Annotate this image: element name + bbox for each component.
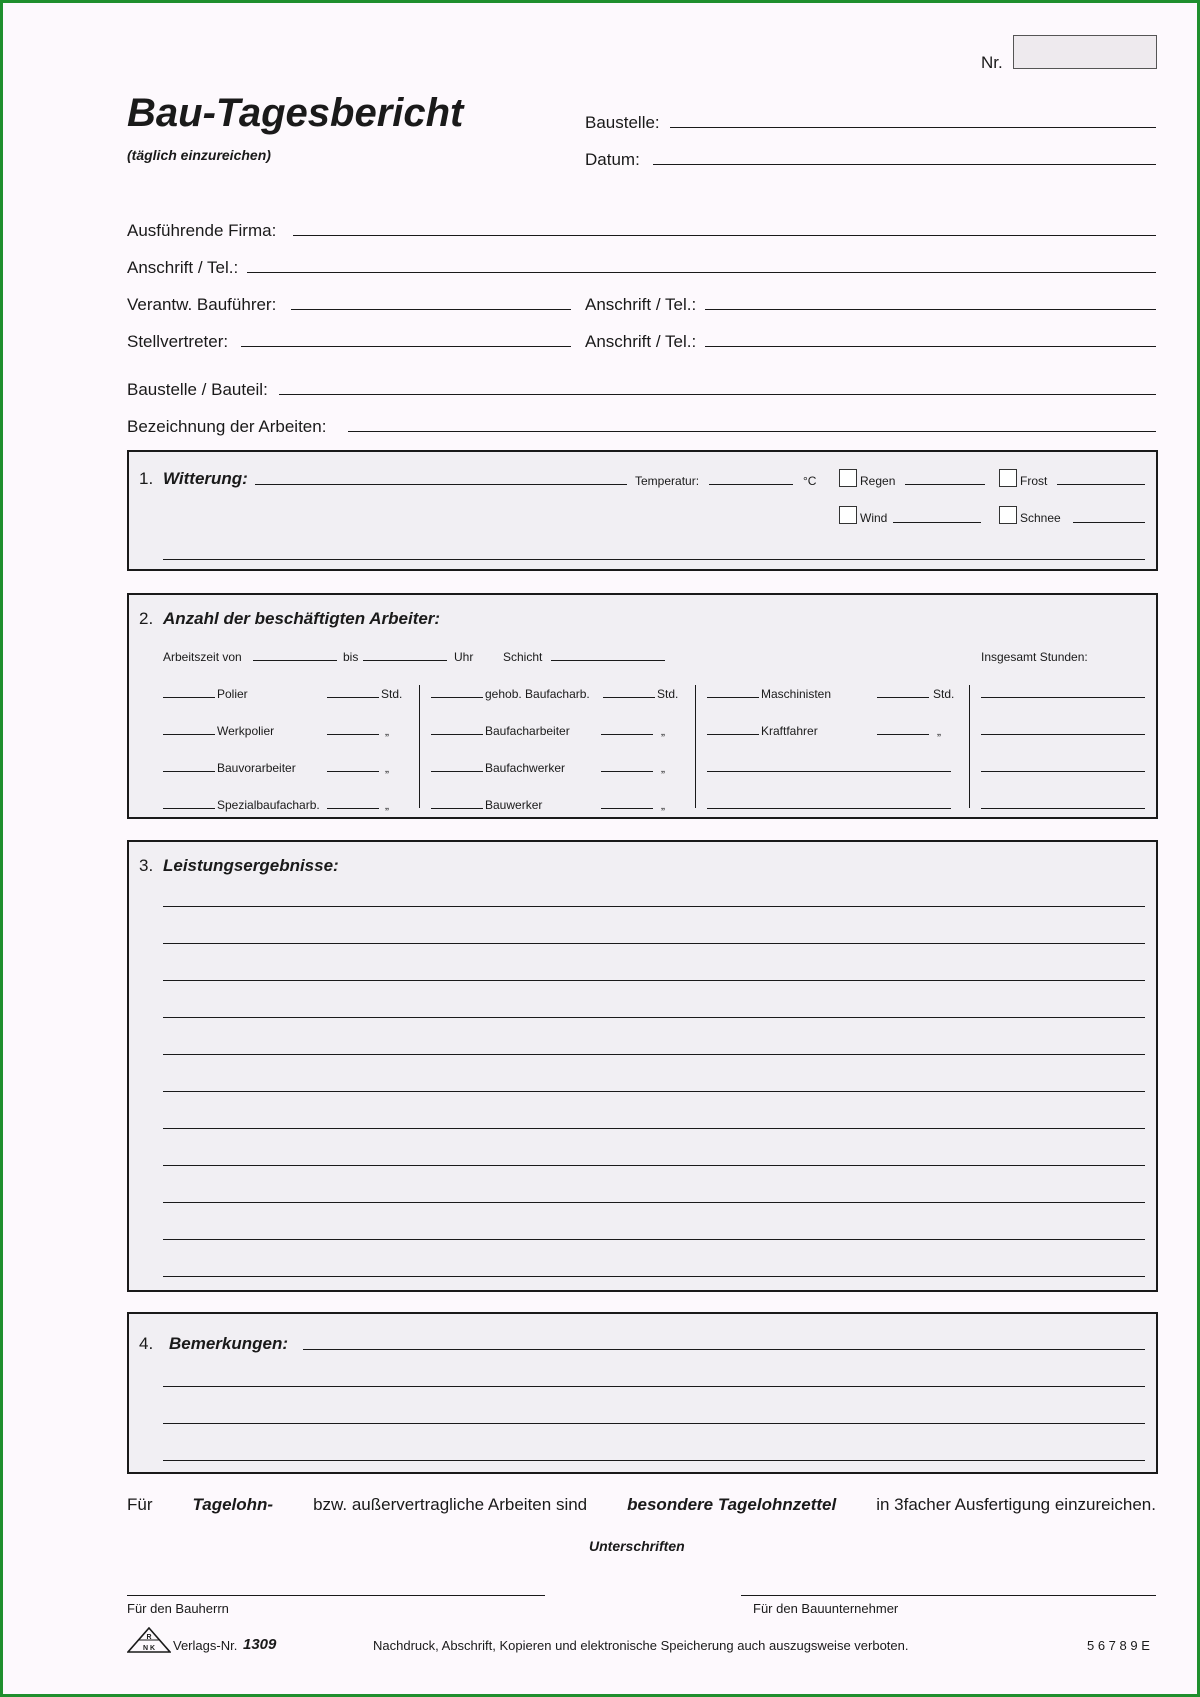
section-number: 2. — [139, 609, 154, 628]
svg-text:N K: N K — [142, 1645, 156, 1652]
baustelle-field[interactable] — [670, 127, 1156, 128]
arbeitszeit-bis-field[interactable] — [363, 660, 447, 661]
schnee-label: Schnee — [1020, 511, 1061, 525]
page-title: Bau-Tagesbericht — [127, 91, 464, 135]
std-label: Std. — [381, 687, 403, 701]
firma-label: Ausführende Firma: — [127, 221, 277, 240]
werkpolier-label: Werkpolier — [217, 724, 275, 738]
stellvertreter-label: Stellvertreter: — [127, 332, 229, 351]
ditto-mark: „ — [661, 761, 665, 775]
bauwerker-count[interactable] — [431, 808, 483, 809]
arbeitszeit-von-field[interactable] — [253, 660, 337, 661]
gehob-baufacharb-label: gehob. Baufacharb. — [485, 687, 590, 701]
leistung-line[interactable] — [163, 1054, 1145, 1055]
bemerkungen-title: Bemerkungen: — [169, 1334, 289, 1353]
anschrift-field[interactable] — [247, 272, 1156, 273]
bezeichnung-field[interactable] — [348, 431, 1156, 432]
ditto-mark: „ — [661, 724, 665, 738]
leistung-line[interactable] — [163, 1091, 1145, 1092]
bauherr-label: Für den Bauherrn — [127, 1601, 229, 1616]
datum-label: Datum: — [585, 150, 640, 169]
wind-label: Wind — [860, 511, 888, 525]
leistung-line[interactable] — [163, 1202, 1145, 1203]
leistung-line[interactable] — [163, 1128, 1145, 1129]
anschrift3-label: Anschrift / Tel.: — [585, 332, 697, 351]
polier-hours[interactable] — [327, 697, 379, 698]
spezialbaufacharb-label: Spezialbaufacharb. — [217, 798, 320, 812]
leistung-line[interactable] — [163, 1165, 1145, 1166]
verlag-label: Verlags-Nr. — [173, 1638, 238, 1653]
schicht-field[interactable] — [551, 660, 665, 661]
schnee-field[interactable] — [1073, 522, 1145, 523]
total-hours-field[interactable] — [981, 771, 1145, 772]
bemerkungen-line[interactable] — [303, 1349, 1145, 1350]
ditto-mark: „ — [937, 724, 941, 738]
column-divider — [969, 685, 970, 808]
bauvorarbeiter-hours[interactable] — [327, 771, 379, 772]
baufachwerker-hours[interactable] — [601, 771, 653, 772]
schicht-label: Schicht — [503, 650, 543, 664]
regen-label: Regen — [860, 474, 896, 488]
bauvorarbeiter-count[interactable] — [163, 771, 215, 772]
regen-field[interactable] — [905, 484, 985, 485]
gehob-baufacharb-count[interactable] — [431, 697, 483, 698]
std-label: Std. — [657, 687, 679, 701]
extra-worker-field[interactable] — [707, 771, 951, 772]
frost-checkbox[interactable] — [999, 469, 1017, 487]
firma-field[interactable] — [293, 235, 1156, 236]
frost-label: Frost — [1020, 474, 1048, 488]
werkpolier-count[interactable] — [163, 734, 215, 735]
maschinisten-hours[interactable] — [877, 697, 929, 698]
bauwerker-hours[interactable] — [601, 808, 653, 809]
nr-label: Nr. — [981, 53, 1003, 72]
verlag-number: 1309 — [243, 1636, 277, 1653]
signatures-heading: Unterschriften — [589, 1538, 685, 1554]
note-bold: Tagelohn- — [192, 1495, 274, 1514]
leistung-line[interactable] — [163, 906, 1145, 907]
witterung-title: Witterung: — [163, 469, 248, 488]
anschrift2-field[interactable] — [705, 309, 1156, 310]
gehob-baufacharb-hours[interactable] — [603, 697, 655, 698]
ditto-mark: „ — [385, 761, 389, 775]
publisher-logo-icon — [127, 1627, 171, 1653]
bauteil-label: Baustelle / Bauteil: — [127, 380, 268, 399]
bauunternehmer-label: Für den Bauunternehmer — [753, 1601, 899, 1616]
baufachwerker-count[interactable] — [431, 771, 483, 772]
kraftfahrer-hours[interactable] — [877, 734, 929, 735]
baufacharbeiter-label: Baufacharbeiter — [485, 724, 570, 738]
bis-label: bis — [343, 650, 359, 664]
spezialbaufacharb-count[interactable] — [163, 808, 215, 809]
copyright-notice: Nachdruck, Abschrift, Kopieren und elektronische Speicherung auch auszugsweise verboten. — [373, 1638, 909, 1653]
total-hours-field[interactable] — [981, 808, 1145, 809]
std-label: Std. — [933, 687, 955, 701]
polier-label: Polier — [217, 687, 248, 701]
witterung-section — [127, 450, 1158, 571]
kraftfahrer-count[interactable] — [707, 734, 759, 735]
bauwerker-label: Bauwerker — [485, 798, 543, 812]
baufacharbeiter-hours[interactable] — [601, 734, 653, 735]
anschrift3-field[interactable] — [705, 346, 1156, 347]
bauunternehmer-signature-line[interactable] — [741, 1595, 1156, 1596]
spezialbaufacharb-hours[interactable] — [327, 808, 379, 809]
baustelle-label: Baustelle: — [585, 113, 660, 132]
wind-field[interactable] — [893, 522, 981, 523]
note-bold: besondere Tagelohnzettel — [627, 1495, 837, 1514]
bauleiter-field[interactable] — [291, 309, 571, 310]
leistung-section — [127, 840, 1158, 1292]
stellvertreter-field[interactable] — [241, 346, 571, 347]
arbeiter-title: Anzahl der beschäftigten Arbeiter: — [163, 609, 441, 628]
bemerkungen-line[interactable] — [163, 1460, 1145, 1461]
leistung-line[interactable] — [163, 1239, 1145, 1240]
svg-text:R: R — [146, 1634, 152, 1641]
arbeiter-section — [127, 593, 1158, 819]
bauteil-field[interactable] — [279, 394, 1156, 395]
ditto-mark: „ — [661, 798, 665, 812]
regen-checkbox[interactable] — [839, 469, 857, 487]
section-number: 1. — [139, 469, 154, 488]
arbeitszeit-label: Arbeitszeit von — [163, 650, 242, 664]
leistung-line[interactable] — [163, 943, 1145, 944]
note-text: in 3facher Ausfertigung einzureichen. — [876, 1495, 1156, 1514]
anschrift2-label: Anschrift / Tel.: — [585, 295, 697, 314]
ditto-mark: „ — [385, 798, 389, 812]
datum-field[interactable] — [653, 164, 1156, 165]
schnee-checkbox[interactable] — [999, 506, 1017, 524]
form-code: 5 6 7 8 9 E — [1087, 1638, 1150, 1653]
note-text: Für — [127, 1495, 153, 1514]
note-text: bzw. außervertragliche Arbeiten sind — [313, 1495, 588, 1514]
tagelohn-note — [127, 1495, 1156, 1515]
wind-checkbox[interactable] — [839, 506, 857, 524]
column-divider — [419, 685, 420, 808]
bauleiter-label: Verantw. Bauführer: — [127, 295, 277, 314]
bauherr-signature-line[interactable] — [127, 1595, 545, 1596]
witterung-field[interactable] — [255, 484, 627, 485]
bezeichnung-label: Bezeichnung der Arbeiten: — [127, 417, 327, 436]
total-hours-field[interactable] — [981, 734, 1145, 735]
temperatur-field[interactable] — [709, 484, 793, 485]
leistung-title: Leistungsergebnisse: — [163, 856, 339, 875]
temperatur-label: Temperatur: — [635, 474, 700, 488]
nr-field[interactable] — [1013, 35, 1157, 69]
bemerkungen-section — [127, 1312, 1158, 1474]
werkpolier-hours[interactable] — [327, 734, 379, 735]
bauvorarbeiter-label: Bauvorarbeiter — [217, 761, 296, 775]
section-number: 4. — [139, 1334, 154, 1353]
total-hours-field[interactable] — [981, 697, 1145, 698]
column-divider — [695, 685, 696, 808]
section-number: 3. — [139, 856, 154, 875]
extra-worker-field[interactable] — [707, 808, 951, 809]
maschinisten-count[interactable] — [707, 697, 759, 698]
witterung-notes-field[interactable] — [163, 559, 1145, 560]
frost-field[interactable] — [1057, 484, 1145, 485]
anschrift-label: Anschrift / Tel.: — [127, 258, 239, 277]
baufachwerker-label: Baufachwerker — [485, 761, 566, 775]
leistung-line[interactable] — [163, 1276, 1145, 1277]
leistung-line[interactable] — [163, 1017, 1145, 1018]
uhr-label: Uhr — [454, 650, 474, 664]
subtitle: (täglich einzureichen) — [127, 147, 271, 163]
leistung-line[interactable] — [163, 980, 1145, 981]
baufacharbeiter-count[interactable] — [431, 734, 483, 735]
ditto-mark: „ — [385, 724, 389, 738]
bemerkungen-line[interactable] — [163, 1386, 1145, 1387]
maschinisten-label: Maschinisten — [761, 687, 832, 701]
polier-count[interactable] — [163, 697, 215, 698]
celsius-unit: °C — [803, 474, 817, 488]
bemerkungen-line[interactable] — [163, 1423, 1145, 1424]
insgesamt-label: Insgesamt Stunden: — [981, 650, 1088, 664]
kraftfahrer-label: Kraftfahrer — [761, 724, 818, 738]
